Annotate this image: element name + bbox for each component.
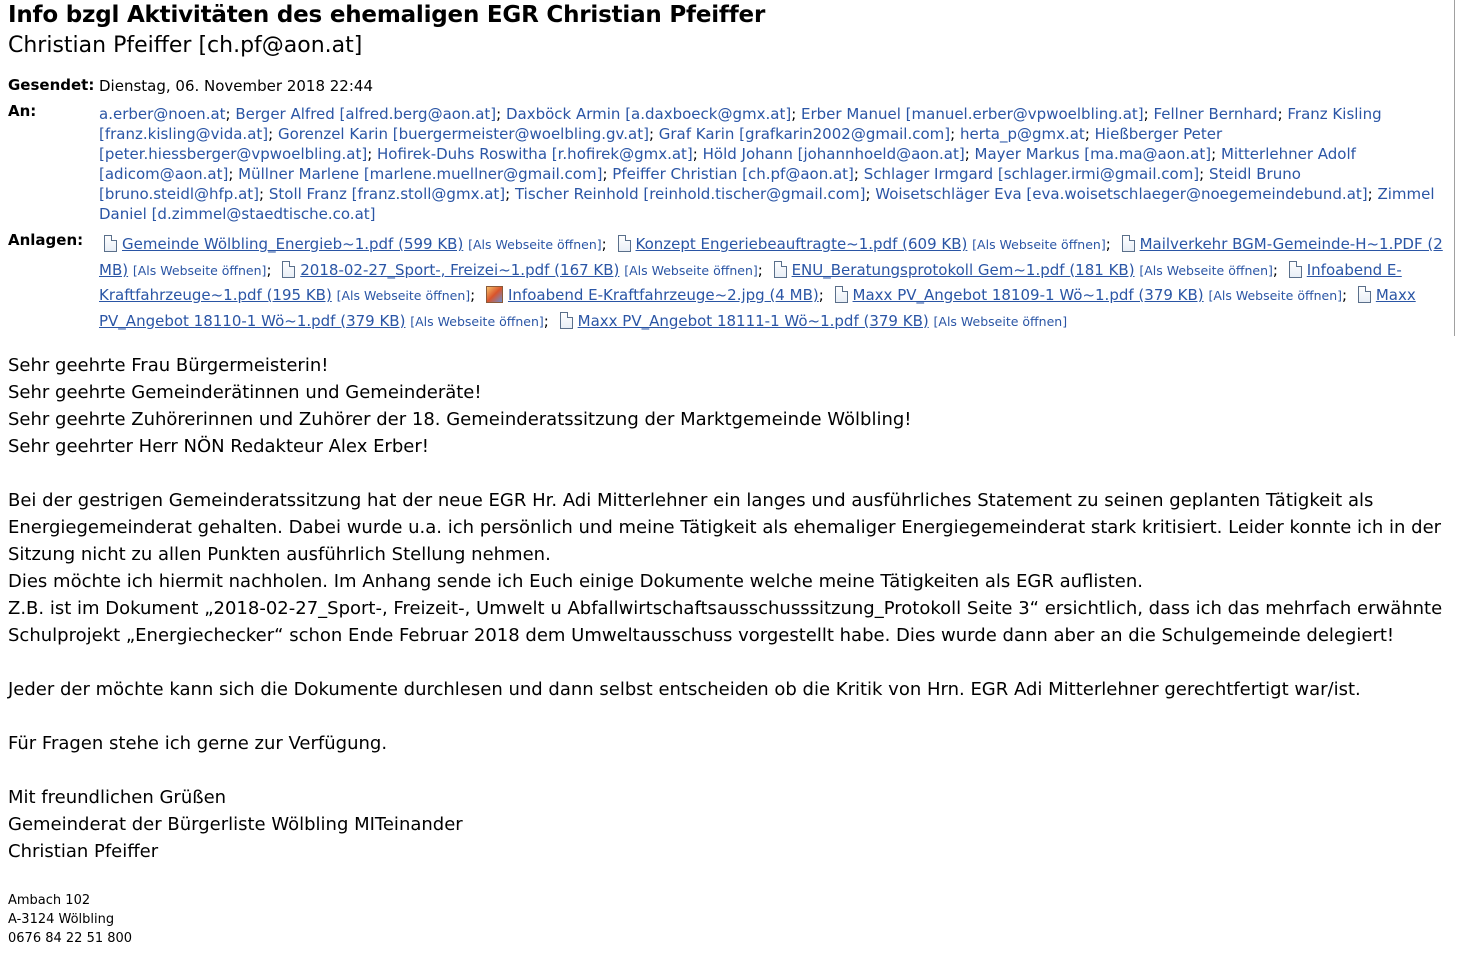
recipient-link[interactable]: Gorenzel Karin [buergermeister@woelbling.gv.at] xyxy=(277,125,649,143)
attachment-link[interactable]: Maxx PV_Angebot 18111-1 Wö~1.pdf (379 KB) xyxy=(577,311,929,330)
recipient-link[interactable]: Hofirek-Duhs Roswitha [r.hofirek@gmx.at] xyxy=(377,145,693,163)
attachments-label: Anlagen: xyxy=(8,231,84,249)
pdf-document-icon xyxy=(1358,286,1371,303)
recipient-link[interactable]: Stoll Franz [franz.stoll@gmx.at] xyxy=(268,185,506,203)
image-file-icon xyxy=(486,286,503,303)
open-as-webpage-link[interactable]: [Als Webseite öffnen] xyxy=(468,237,602,252)
attachment-link[interactable]: Mailverkehr BGM-Gemeinde-H~1.PDF (2 MB) xyxy=(99,235,1443,279)
body-line: Bei der gestrigen Gemeinderatssitzung hat der neue EGR Hr. Adi Mitterlehner ein langes und ausführliches Statement zu seinen geplanten Tätigkeit als xyxy=(8,490,1374,511)
attachment-link[interactable]: 2018-02-27_Sport-, Freizei~1.pdf (167 KB) xyxy=(300,260,620,279)
closing-line: Gemeinderat der Bürgerliste Wölbling MITeinander xyxy=(8,814,463,835)
body-line: Schulprojekt „Energiechecker“ schon Ende Februar 2018 dem Umweltausschuss vorgestellt habe. Dies wurde dann aber an die Schulgemeinde delegiert! xyxy=(8,625,1395,646)
body-line: Sitzung nicht zu allen Punkten ausführlich Stellung nehmen. xyxy=(8,544,551,565)
pdf-document-icon xyxy=(774,261,787,278)
recipient-link[interactable]: Franz Kisling [franz.kisling@vida.at] xyxy=(99,105,1382,143)
closing-line: Christian Pfeiffer xyxy=(8,841,159,862)
pdf-document-icon xyxy=(282,261,295,278)
recipient-link[interactable]: Graf Karin [grafkarin2002@gmail.com] xyxy=(658,125,951,143)
open-as-webpage-link[interactable]: [Als Webseite öffnen] xyxy=(410,313,544,329)
recipient-link[interactable]: Schlager Irmgard [schlager.irmi@gmail.com] xyxy=(863,165,1200,183)
attachment-link[interactable]: ENU_Beratungsprotokoll Gem~1.pdf (181 KB) xyxy=(791,260,1135,279)
open-as-webpage-link[interactable]: [Als Webseite öffnen] xyxy=(972,237,1106,252)
signature-street: Ambach 102 xyxy=(8,893,91,908)
body-line: Dies möchte ich hiermit nachholen. Im Anhang sende ich Euch einige Dokumente welche meine Tätigkeiten als EGR auflisten. xyxy=(8,571,1144,592)
recipient-link[interactable]: Daxböck Armin [a.daxboeck@gmx.at] xyxy=(505,105,792,123)
open-as-webpage-link[interactable]: [Als Webseite öffnen] xyxy=(1208,288,1342,303)
pdf-document-icon xyxy=(1122,235,1135,252)
attachment-link[interactable]: Maxx PV_Angebot 18110-1 Wö~1.pdf (379 KB) xyxy=(99,286,1416,330)
recipient-link[interactable]: Mayer Markus [ma.ma@aon.at] xyxy=(974,145,1212,163)
attachment-link[interactable]: Infoabend E-Kraftfahrzeuge~2.jpg (4 MB) xyxy=(507,286,819,304)
recipient-link[interactable]: Pfeiffer Christian [ch.pf@aon.at] xyxy=(612,165,854,183)
attachment-item[interactable] xyxy=(612,235,1106,253)
attachment-item[interactable] xyxy=(99,235,602,253)
pdf-document-icon xyxy=(104,235,117,252)
attachment-item[interactable] xyxy=(829,286,1342,304)
pdf-document-icon xyxy=(618,235,631,252)
attachment-item[interactable] xyxy=(276,261,757,279)
greeting-line: Sehr geehrte Zuhörerinnen und Zuhörer der 18. Gemeinderatssitzung der Marktgemeinde Wölbling! xyxy=(8,409,912,430)
greeting-line: Sehr geehrte Gemeinderätinnen und Gemeinderäte! xyxy=(8,382,482,403)
email-sender: Christian Pfeiffer [ch.pf@aon.at] xyxy=(8,33,363,58)
open-as-webpage-link[interactable]: [Als Webseite öffnen] xyxy=(132,262,267,278)
attachment-item[interactable] xyxy=(768,261,1273,279)
to-label: An: xyxy=(8,102,37,120)
body-line: Energiegemeinderat gehalten. Dabei wurde u.a. ich persönlich und meine Tätigkeit als ehemaliger Energiegemeinderat stark kritisiert. Leider konnte ich in der xyxy=(8,517,1442,538)
open-as-webpage-link[interactable]: [Als Webseite öffnen] xyxy=(1139,262,1273,278)
recipient-link[interactable]: Fellner Bernhard xyxy=(1153,105,1278,123)
email-body xyxy=(8,352,1448,865)
attachment-item[interactable] xyxy=(554,312,1067,330)
greeting-line: Sehr geehrter Herr NÖN Redakteur Alex Erber! xyxy=(8,436,429,457)
attachment-item[interactable] xyxy=(480,286,819,304)
pdf-document-icon xyxy=(1289,261,1302,278)
recipient-link[interactable]: Tischer Reinhold [reinhold.tischer@gmail.com] xyxy=(514,185,866,203)
attachment-link[interactable]: Maxx PV_Angebot 18109-1 Wö~1.pdf (379 KB) xyxy=(852,286,1204,304)
attachment-list: Gemeinde Wölbling_Energieb~1.pdf (599 KB) [Als Webseite öffnen]; Konzept Engeriebeauftragte~1.pdf (609 KB) [Als Webseite öffnen]; Mailverkehr BGM-Gemeinde-H~1.PDF (2 MB) [Als Webseite öffnen]; 2018-02-27_Sport-, Freizei~1.pdf (167 KB) [Als Webseite öffnen]; ENU_Beratungsprotokoll Gem~1.pdf (181 KB) [Als Webseite öffnen]; Infoabend E-Kraftfahrzeuge~1.pdf (195 KB) [Als Webseite öffnen]; Infoabend E-Kraftfahrzeuge~2.jpg (4 MB); Maxx PV_Angebot 18109-1 Wö~1.pdf (379 KB) [Als Webseite öffnen]; Maxx PV_Angebot 18110-1 Wö~1.pdf (379 KB) [Als Webseite öffnen]; Maxx PV_Angebot 18111-1 Wö~1.pdf (379 KB) [Als Webseite öffnen] xyxy=(99,235,1443,330)
recipient-link[interactable]: Höld Johann [johannhoeld@aon.at] xyxy=(702,145,965,163)
sent-label: Gesendet: xyxy=(8,76,95,94)
attachment-link[interactable]: Konzept Engeriebeauftragte~1.pdf (609 KB) xyxy=(635,235,968,253)
attachment-link[interactable]: Infoabend E-Kraftfahrzeuge~1.pdf (195 KB) xyxy=(99,260,1402,304)
body-line: Z.B. ist im Dokument „2018-02-27_Sport-, Freizeit-, Umwelt u Abfallwirtschaftsausschusssitzung_Protokoll Seite 3“ ersichtlich, dass ich das mehrfach erwähnte xyxy=(8,598,1443,619)
open-as-webpage-link[interactable]: [Als Webseite öffnen] xyxy=(624,262,758,278)
open-as-webpage-link[interactable]: [Als Webseite öffnen] xyxy=(336,288,471,303)
recipient-link[interactable]: herta_p@gmx.at xyxy=(959,125,1085,143)
body-paragraph: Jeder der möchte kann sich die Dokumente durchlesen und dann selbst entscheiden ob die Kritik von Hrn. EGR Adi Mitterlehner gerechtfertigt war/ist. xyxy=(8,679,1361,700)
pdf-document-icon xyxy=(560,312,573,329)
attachment-link[interactable]: Gemeinde Wölbling_Energieb~1.pdf (599 KB) xyxy=(122,235,464,253)
recipient-list: a.erber@noen.at; Berger Alfred [alfred.berg@aon.at]; Daxböck Armin [a.daxboeck@gmx.at]; Erber Manuel [manuel.erber@vpwoelbling.at]; Fellner Bernhard; Franz Kisling [franz.kisling@vida.at]; Gorenzel Karin [buergermeister@woelbling.gv.at]; Graf Karin [grafkarin2002@gmail.com]; herta_p@gmx.at; Hießberger Peter [peter.hiessberger@vpwoelbling.at]; Hofirek-Duhs Roswitha [r.hofirek@gmx.at]; Höld Johann [johannhoeld@aon.at]; Mayer Markus [ma.ma@aon.at]; Mitterlehner Adolf [adicom@aon.at]; Müllner Marlene [marlene.muellner@gmail.com]; Pfeiffer Christian [ch.pf@aon.at]; Schlager Irmgard [schlager.irmi@gmail.com]; Steidl Bruno [bruno.steidl@hfp.at]; Stoll Franz [franz.stoll@gmx.at]; Tischer Reinhold [reinhold.tischer@gmail.com]; Woisetschläger Eva [eva.woisetschlaeger@noegemeindebund.at]; Zimmel Daniel [d.zimmel@staedtische.co.at] xyxy=(99,105,1435,223)
recipient-link[interactable]: Hießberger Peter [peter.hiessberger@vpwoelbling.at] xyxy=(99,125,1223,163)
recipient-link[interactable]: a.erber@noen.at xyxy=(99,105,226,123)
email-subject: Info bzgl Aktivitäten des ehemaligen EGR Christian Pfeiffer xyxy=(8,2,766,28)
scrollbar-edge xyxy=(1454,0,1455,336)
body-paragraph: Für Fragen stehe ich gerne zur Verfügung. xyxy=(8,733,388,754)
recipient-link[interactable]: Müllner Marlene [marlene.muellner@gmail.com] xyxy=(238,165,603,183)
recipient-link[interactable]: Erber Manuel [manuel.erber@vpwoelbling.at] xyxy=(801,105,1144,123)
greeting-line: Sehr geehrte Frau Bürgermeisterin! xyxy=(8,355,329,376)
signature-phone: 0676 84 22 51 800 xyxy=(8,931,133,946)
recipient-link[interactable]: Woisetschläger Eva [eva.woisetschlaeger@noegemeindebund.at] xyxy=(875,185,1368,203)
closing-line: Mit freundlichen Grüßen xyxy=(8,787,227,808)
open-as-webpage-link[interactable]: [Als Webseite öffnen] xyxy=(933,313,1068,329)
pdf-document-icon xyxy=(835,286,848,303)
recipient-link[interactable]: Berger Alfred [alfred.berg@aon.at] xyxy=(235,105,497,123)
recipient-link[interactable]: Mitterlehner Adolf [adicom@aon.at] xyxy=(99,145,1356,183)
signature-block xyxy=(8,891,132,948)
signature-city: A-3124 Wölbling xyxy=(8,912,115,927)
recipient-link[interactable]: Zimmel Daniel [d.zimmel@staedtische.co.at] xyxy=(99,185,1435,223)
recipient-link[interactable]: Steidl Bruno [bruno.steidl@hfp.at] xyxy=(99,165,1301,203)
sent-date: Dienstag, 06. November 2018 22:44 xyxy=(99,77,373,95)
